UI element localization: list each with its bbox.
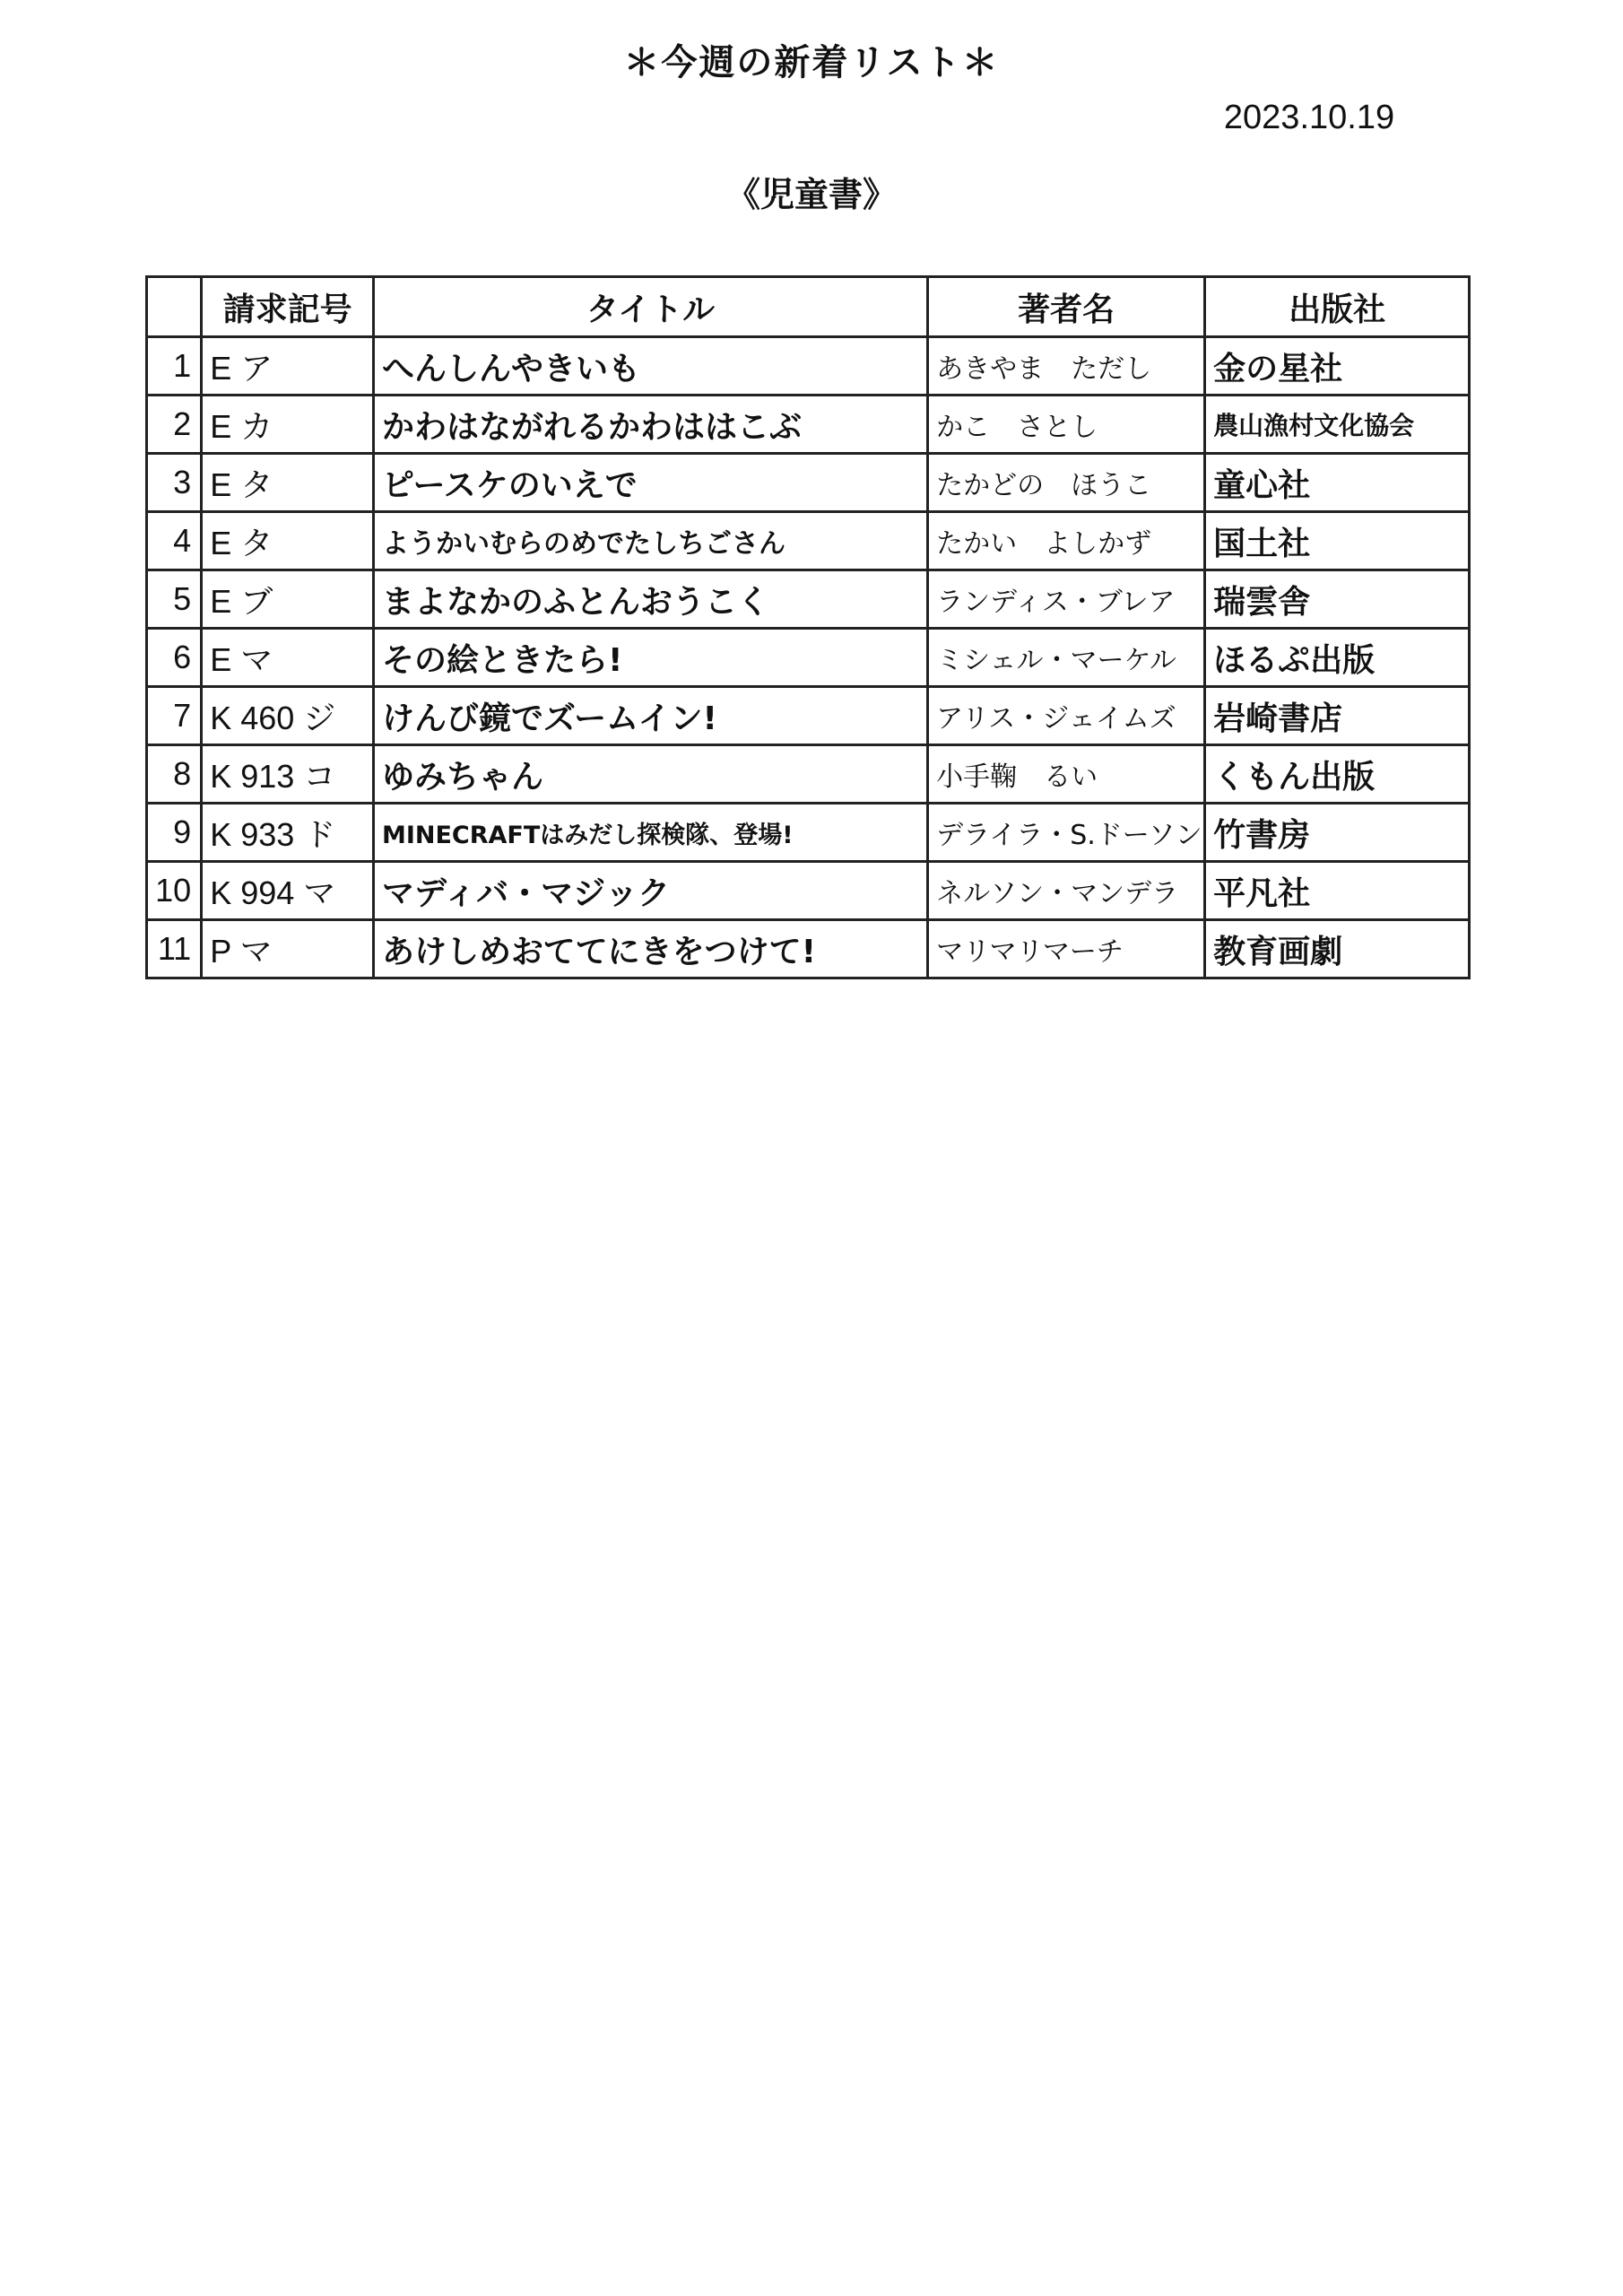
call-number: K 913 コ	[202, 745, 374, 804]
row-number: 7	[147, 687, 202, 745]
call-number: E カ	[202, 396, 374, 454]
publisher-name: 国土社	[1205, 512, 1470, 570]
table-row	[147, 745, 1470, 804]
row-number: 11	[147, 920, 202, 978]
book-title: ようかいむらのめでたしちごさん	[373, 512, 927, 570]
book-title: けんび鏡でズームイン!	[373, 687, 927, 745]
publisher-name: 平凡社	[1205, 862, 1470, 920]
header-call-number: 請求記号	[202, 277, 374, 337]
publisher-name: 金の星社	[1205, 337, 1470, 396]
author-name: マリマリマーチ	[928, 920, 1205, 978]
row-number: 5	[147, 570, 202, 629]
author-name: アリス・ジェイムズ	[928, 687, 1205, 745]
document-title: ＊今週の新着リスト＊	[623, 42, 1000, 83]
book-title: あけしめおててにきをつけて!	[373, 920, 927, 978]
author-name: かこ さとし	[928, 396, 1205, 454]
call-number: E ア	[202, 337, 374, 396]
book-title: マディバ・マジック	[373, 862, 927, 920]
book-title: ゆみちゃん	[373, 745, 927, 804]
book-title: ピースケのいえで	[373, 454, 927, 512]
table-row	[147, 862, 1470, 920]
book-title: MINECRAFTはみだし探検隊、登場!	[373, 804, 927, 862]
row-number: 8	[147, 745, 202, 804]
publisher-name: ほるぷ出版	[1205, 629, 1470, 687]
publisher-name: 農山漁村文化協会	[1205, 396, 1470, 454]
call-number: E タ	[202, 512, 374, 570]
table-header-row	[147, 277, 1470, 337]
new-arrivals-table	[145, 275, 1471, 979]
table-row	[147, 337, 1470, 396]
row-number: 4	[147, 512, 202, 570]
author-name: たかどの ほうこ	[928, 454, 1205, 512]
header-publisher: 出版社	[1205, 277, 1470, 337]
author-name: たかい よしかず	[928, 512, 1205, 570]
author-name: 小手鞠 るい	[928, 745, 1205, 804]
call-number: E ブ	[202, 570, 374, 629]
row-number: 9	[147, 804, 202, 862]
row-number: 6	[147, 629, 202, 687]
author-name: ネルソン・マンデラ	[928, 862, 1205, 920]
call-number: P マ	[202, 920, 374, 978]
header-no	[147, 277, 202, 337]
author-name: ランディス・ブレア	[928, 570, 1205, 629]
publisher-name: 瑞雲舎	[1205, 570, 1470, 629]
row-number: 3	[147, 454, 202, 512]
table-row	[147, 804, 1470, 862]
book-title: かわはながれるかわははこぶ	[373, 396, 927, 454]
table-row	[147, 396, 1470, 454]
table-row	[147, 512, 1470, 570]
publisher-name: 岩崎書店	[1205, 687, 1470, 745]
document-date: 2023.10.19	[1223, 99, 1395, 136]
call-number: K 994 マ	[202, 862, 374, 920]
table-row	[147, 570, 1470, 629]
header-author: 著者名	[928, 277, 1205, 337]
book-title: その絵ときたら!	[373, 629, 927, 687]
author-name: あきやま ただし	[928, 337, 1205, 396]
author-name: ミシェル・マーケル	[928, 629, 1205, 687]
table-row	[147, 454, 1470, 512]
header-title: タイトル	[373, 277, 927, 337]
call-number: K 460 ジ	[202, 687, 374, 745]
table-row	[147, 687, 1470, 745]
row-number: 2	[147, 396, 202, 454]
row-number: 1	[147, 337, 202, 396]
publisher-name: くもん出版	[1205, 745, 1470, 804]
table-row	[147, 920, 1470, 978]
publisher-name: 童心社	[1205, 454, 1470, 512]
call-number: E タ	[202, 454, 374, 512]
book-title: まよなかのふとんおうこく	[373, 570, 927, 629]
publisher-name: 竹書房	[1205, 804, 1470, 862]
book-title: へんしんやきいも	[373, 337, 927, 396]
row-number: 10	[147, 862, 202, 920]
call-number: E マ	[202, 629, 374, 687]
author-name: デライラ・S.ドーソン	[928, 804, 1205, 862]
publisher-name: 教育画劇	[1205, 920, 1470, 978]
call-number: K 933 ド	[202, 804, 374, 862]
table-row	[147, 629, 1470, 687]
document-category: 《児童書》	[725, 175, 897, 214]
